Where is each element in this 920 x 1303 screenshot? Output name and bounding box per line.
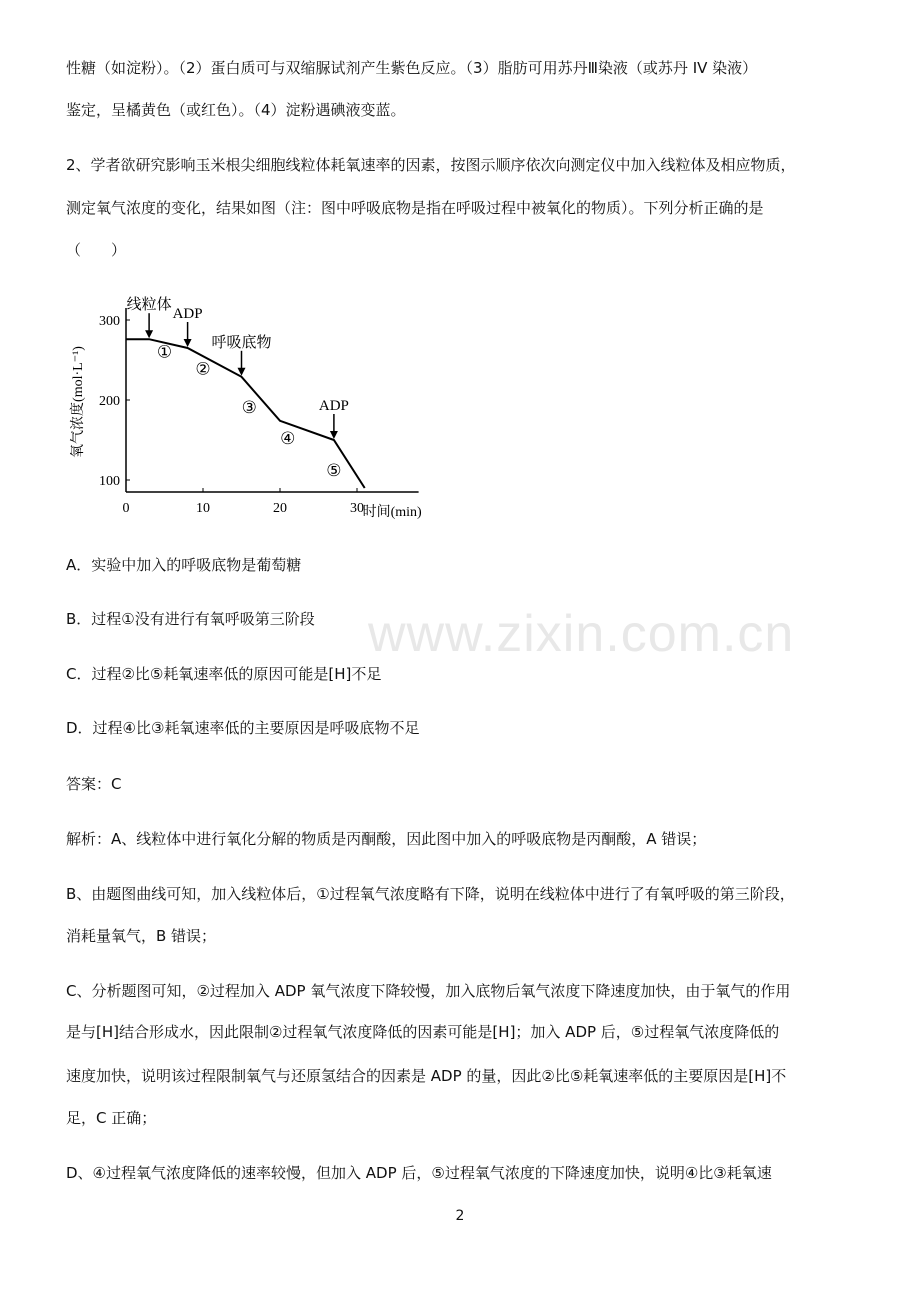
x-tick-label: 10 — [196, 501, 210, 516]
option-c: C．过程②比⑤耗氧速率低的原因可能是[H]不足 — [66, 665, 382, 683]
x-tick-label: 30 — [350, 501, 364, 516]
question-line-2: 测定氧气浓度的变化，结果如图（注：图中呼吸底物是指在呼吸过程中被氧化的物质）。下列分析正确的是 — [66, 199, 764, 217]
page-number: 2 — [455, 1208, 465, 1224]
analysis-line-8: D、④过程氧气浓度降低的速率较慢，但加入 ADP 后，⑤过程氧气浓度的下降速度加快，说明④比③耗氧速 — [66, 1164, 772, 1182]
option-b: B．过程①没有进行有氧呼吸第三阶段 — [66, 610, 315, 628]
segment-label: ② — [195, 359, 211, 379]
segment-label: ④ — [280, 429, 296, 448]
annotation-label: 线粒体 — [126, 297, 172, 314]
chart-marks — [126, 296, 365, 488]
annotation-label: ADP — [318, 398, 349, 414]
segment-label: ⑤ — [326, 461, 342, 480]
annotation-label: ADP — [172, 306, 203, 322]
segment-label: ① — [156, 342, 173, 362]
question-line-1: 2、学者欲研究影响玉米根尖细胞线粒体耗氧速率的因素，按图示顺序依次向测定仪中加入线粒体及相应物质， — [66, 156, 796, 174]
oxygen-concentration-chart — [66, 288, 466, 524]
watermark: www.zixin.com.cn — [368, 605, 795, 663]
annotation-arrowhead — [145, 330, 153, 338]
annotation-arrowhead — [184, 339, 192, 347]
analysis-line-4: C、分析题图可知，②过程加入 ADP 氧气浓度下降较慢，加入底物后氧气浓度下降速度加快，由于氧气的作用 — [66, 982, 791, 1000]
option-d: D．过程④比③耗氧速率低的主要原因是呼吸底物不足 — [66, 719, 420, 737]
y-tick-label: 300 — [99, 314, 120, 329]
analysis-line-3: 消耗量氧气，B 错误； — [66, 927, 217, 945]
segment-label: ③ — [241, 397, 257, 417]
text-line-2: 鉴定，呈橘黄色（或红色）。（4）淀粉遇碘液变蓝。 — [66, 101, 406, 119]
annotation-label: 呼吸底物 — [211, 334, 272, 351]
annotation-arrowhead — [330, 431, 338, 439]
analysis-line-6: 速度加快，说明该过程限制氧气与还原氢结合的因素是 ADP 的量，因此②比⑤耗氧速率低的主要原因是[H]不 — [66, 1067, 787, 1085]
x-tick-label: 20 — [273, 501, 287, 516]
answer: 答案：C — [66, 775, 122, 793]
analysis-line-1: 解析：A、线粒体中进行氧化分解的物质是丙酮酸，因此图中加入的呼吸底物是丙酮酸，A 错误； — [66, 830, 707, 848]
analysis-line-7: 足，C 正确； — [66, 1109, 157, 1127]
y-tick-label: 100 — [99, 474, 120, 489]
text-line-1: 性糖（如淀粉）。（2）蛋白质可与双缩脲试剂产生紫色反应。（3）脂肪可用苏丹Ⅲ染液（或苏丹 IV 染液） — [66, 59, 758, 77]
question-blank: （ ） — [66, 241, 127, 259]
x-tick-label: 0 — [122, 501, 130, 516]
option-a: A．实验中加入的呼吸底物是葡萄糖 — [66, 556, 302, 574]
analysis-line-5: 是与[H]结合形成水，因此限制②过程氧气浓度降低的因素可能是[H]；加入 ADP 后，⑤过程氧气浓度降低的 — [66, 1023, 780, 1041]
y-axis-label: 氧气浓度(mol·L⁻¹) — [71, 346, 86, 458]
analysis-line-2: B、由题图曲线可知，加入线粒体后，①过程氧气浓度略有下降，说明在线粒体中进行了有氧呼吸的第三阶段， — [66, 885, 795, 903]
x-axis-label: 时间(min) — [362, 505, 422, 520]
y-tick-label: 200 — [99, 394, 120, 409]
